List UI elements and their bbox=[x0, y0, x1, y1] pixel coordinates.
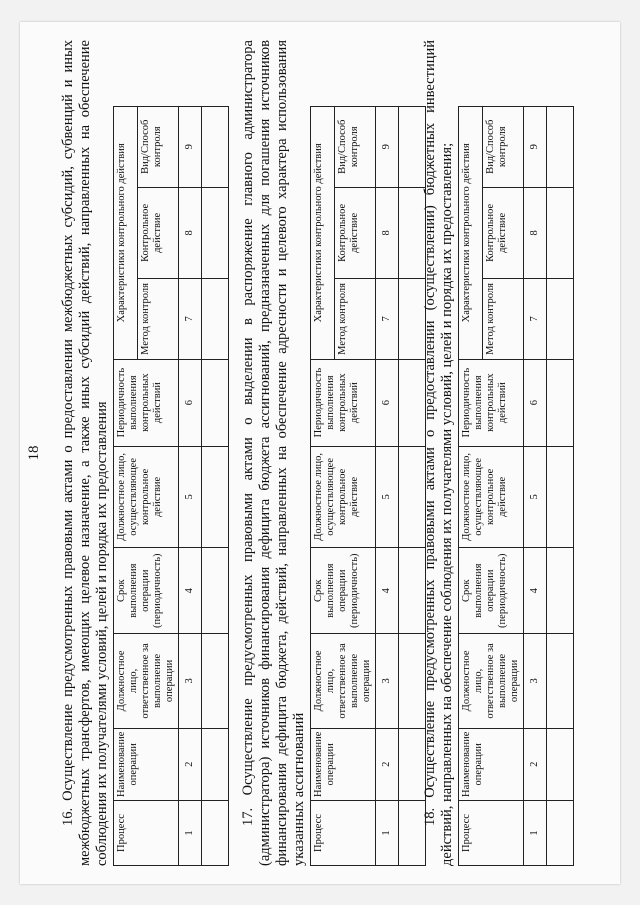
col-num-7: 7 bbox=[524, 279, 547, 359]
header-control-method: Метод контроля bbox=[335, 279, 376, 359]
header-controlling-official: Должностное лицо, осуществляющее контрольное действие bbox=[459, 446, 524, 548]
header-process: Процесс bbox=[311, 801, 376, 866]
col-num-8: 8 bbox=[179, 187, 202, 279]
header-frequency: Периодичность выполнения контрольных действий bbox=[311, 359, 376, 446]
header-control-method: Метод контроля bbox=[138, 279, 179, 359]
table-row bbox=[547, 107, 574, 866]
col-num-6: 6 bbox=[179, 359, 202, 446]
control-table-18 bbox=[458, 106, 574, 866]
header-operation-name: Наименование операции bbox=[114, 728, 179, 800]
header-responsible-official: Должностное лицо, ответственное за выполнение операции bbox=[311, 634, 376, 728]
header-controlling-official: Должностное лицо, осуществляющее контрольное действие bbox=[311, 446, 376, 548]
col-num-9: 9 bbox=[524, 107, 547, 188]
table-header-row bbox=[459, 107, 483, 866]
header-process: Процесс bbox=[114, 801, 179, 866]
col-num-3: 3 bbox=[524, 634, 547, 728]
header-frequency: Периодичность выполнения контрольных действий bbox=[114, 359, 179, 446]
header-control-action: Контрольное действие bbox=[335, 187, 376, 279]
col-num-2: 2 bbox=[179, 728, 202, 800]
col-num-1: 1 bbox=[179, 801, 202, 866]
table-header-row bbox=[311, 107, 335, 866]
col-num-4: 4 bbox=[524, 548, 547, 634]
col-num-1: 1 bbox=[524, 801, 547, 866]
header-control-action: Контрольное действие bbox=[483, 187, 524, 279]
table-header-row bbox=[114, 107, 138, 866]
header-control-method: Метод контроля bbox=[483, 279, 524, 359]
header-operation-name: Наименование операции bbox=[459, 728, 524, 800]
section-18 bbox=[422, 40, 574, 866]
col-num-6: 6 bbox=[376, 359, 399, 446]
header-controlling-official: Должностное лицо, осуществляющее контрольное действие bbox=[114, 446, 179, 548]
header-characteristics: Характеристики контрольного действия bbox=[114, 107, 138, 360]
column-number-row bbox=[376, 107, 399, 866]
header-process: Процесс bbox=[459, 801, 524, 866]
header-operation-name: Наименование операции bbox=[311, 728, 376, 800]
control-table-16 bbox=[113, 106, 229, 866]
col-num-3: 3 bbox=[376, 634, 399, 728]
rotated-content bbox=[20, 22, 620, 884]
col-num-9: 9 bbox=[179, 107, 202, 188]
col-num-5: 5 bbox=[524, 446, 547, 548]
header-control-type: Вид/Способ контроля bbox=[335, 107, 376, 188]
control-table-17 bbox=[310, 106, 426, 866]
header-characteristics: Характеристики контрольного действия bbox=[311, 107, 335, 360]
header-deadline: Срок выполнения операции (периодичность) bbox=[114, 548, 179, 634]
header-control-type: Вид/Способ контроля bbox=[483, 107, 524, 188]
col-num-8: 8 bbox=[524, 187, 547, 279]
col-num-1: 1 bbox=[376, 801, 399, 866]
col-num-6: 6 bbox=[524, 359, 547, 446]
section-17-text: 17. Осуществление предусмотренных правовыми актами о выделении в распоряжение главного администратора (администратора) источников финансирования дефицита бюджета ассигнований, предназначенных для погашения источников финансирования дефицита бюджета, действий, направленных на обеспечение адресности и целевого характера использования указанных ассигнований bbox=[240, 40, 307, 866]
section-16 bbox=[60, 40, 229, 866]
col-num-4: 4 bbox=[376, 548, 399, 634]
table-row bbox=[202, 107, 229, 866]
col-num-3: 3 bbox=[179, 634, 202, 728]
col-num-2: 2 bbox=[376, 728, 399, 800]
col-num-9: 9 bbox=[376, 107, 399, 188]
header-characteristics: Характеристики контрольного действия bbox=[459, 107, 483, 360]
header-deadline: Срок выполнения операции (периодичность) bbox=[311, 548, 376, 634]
header-frequency: Периодичность выполнения контрольных действий bbox=[459, 359, 524, 446]
col-num-5: 5 bbox=[179, 446, 202, 548]
col-num-8: 8 bbox=[376, 187, 399, 279]
section-17 bbox=[240, 40, 426, 866]
section-18-text: 18. Осуществление предусмотренных правовыми актами о предоставлении (осуществлении) бюджетных инвестиций действий, направленных на обеспечение соблюдения их получателями условий, целей и порядка их предоставления; bbox=[422, 40, 455, 866]
header-control-action: Контрольное действие bbox=[138, 187, 179, 279]
col-num-7: 7 bbox=[179, 279, 202, 359]
col-num-5: 5 bbox=[376, 446, 399, 548]
column-number-row bbox=[179, 107, 202, 866]
col-num-7: 7 bbox=[376, 279, 399, 359]
header-responsible-official: Должностное лицо, ответственное за выполнение операции bbox=[114, 634, 179, 728]
col-num-4: 4 bbox=[179, 548, 202, 634]
section-16-text: 16. Осуществление предусмотренных правовыми актами о предоставлении межбюджетных субсидий, субвенций и иных межбюджетных трансфертов, имеющих целевое назначение, а также иных субсидий действий, направленных на обеспечение соблюдения их получателями условий, целей и порядка их предоставления bbox=[60, 40, 110, 866]
col-num-2: 2 bbox=[524, 728, 547, 800]
header-deadline: Срок выполнения операции (периодичность) bbox=[459, 548, 524, 634]
header-responsible-official: Должностное лицо, ответственное за выполнение операции bbox=[459, 634, 524, 728]
document-page bbox=[20, 22, 620, 884]
header-control-type: Вид/Способ контроля bbox=[138, 107, 179, 188]
column-number-row bbox=[524, 107, 547, 866]
page-number: 18 bbox=[26, 445, 42, 461]
